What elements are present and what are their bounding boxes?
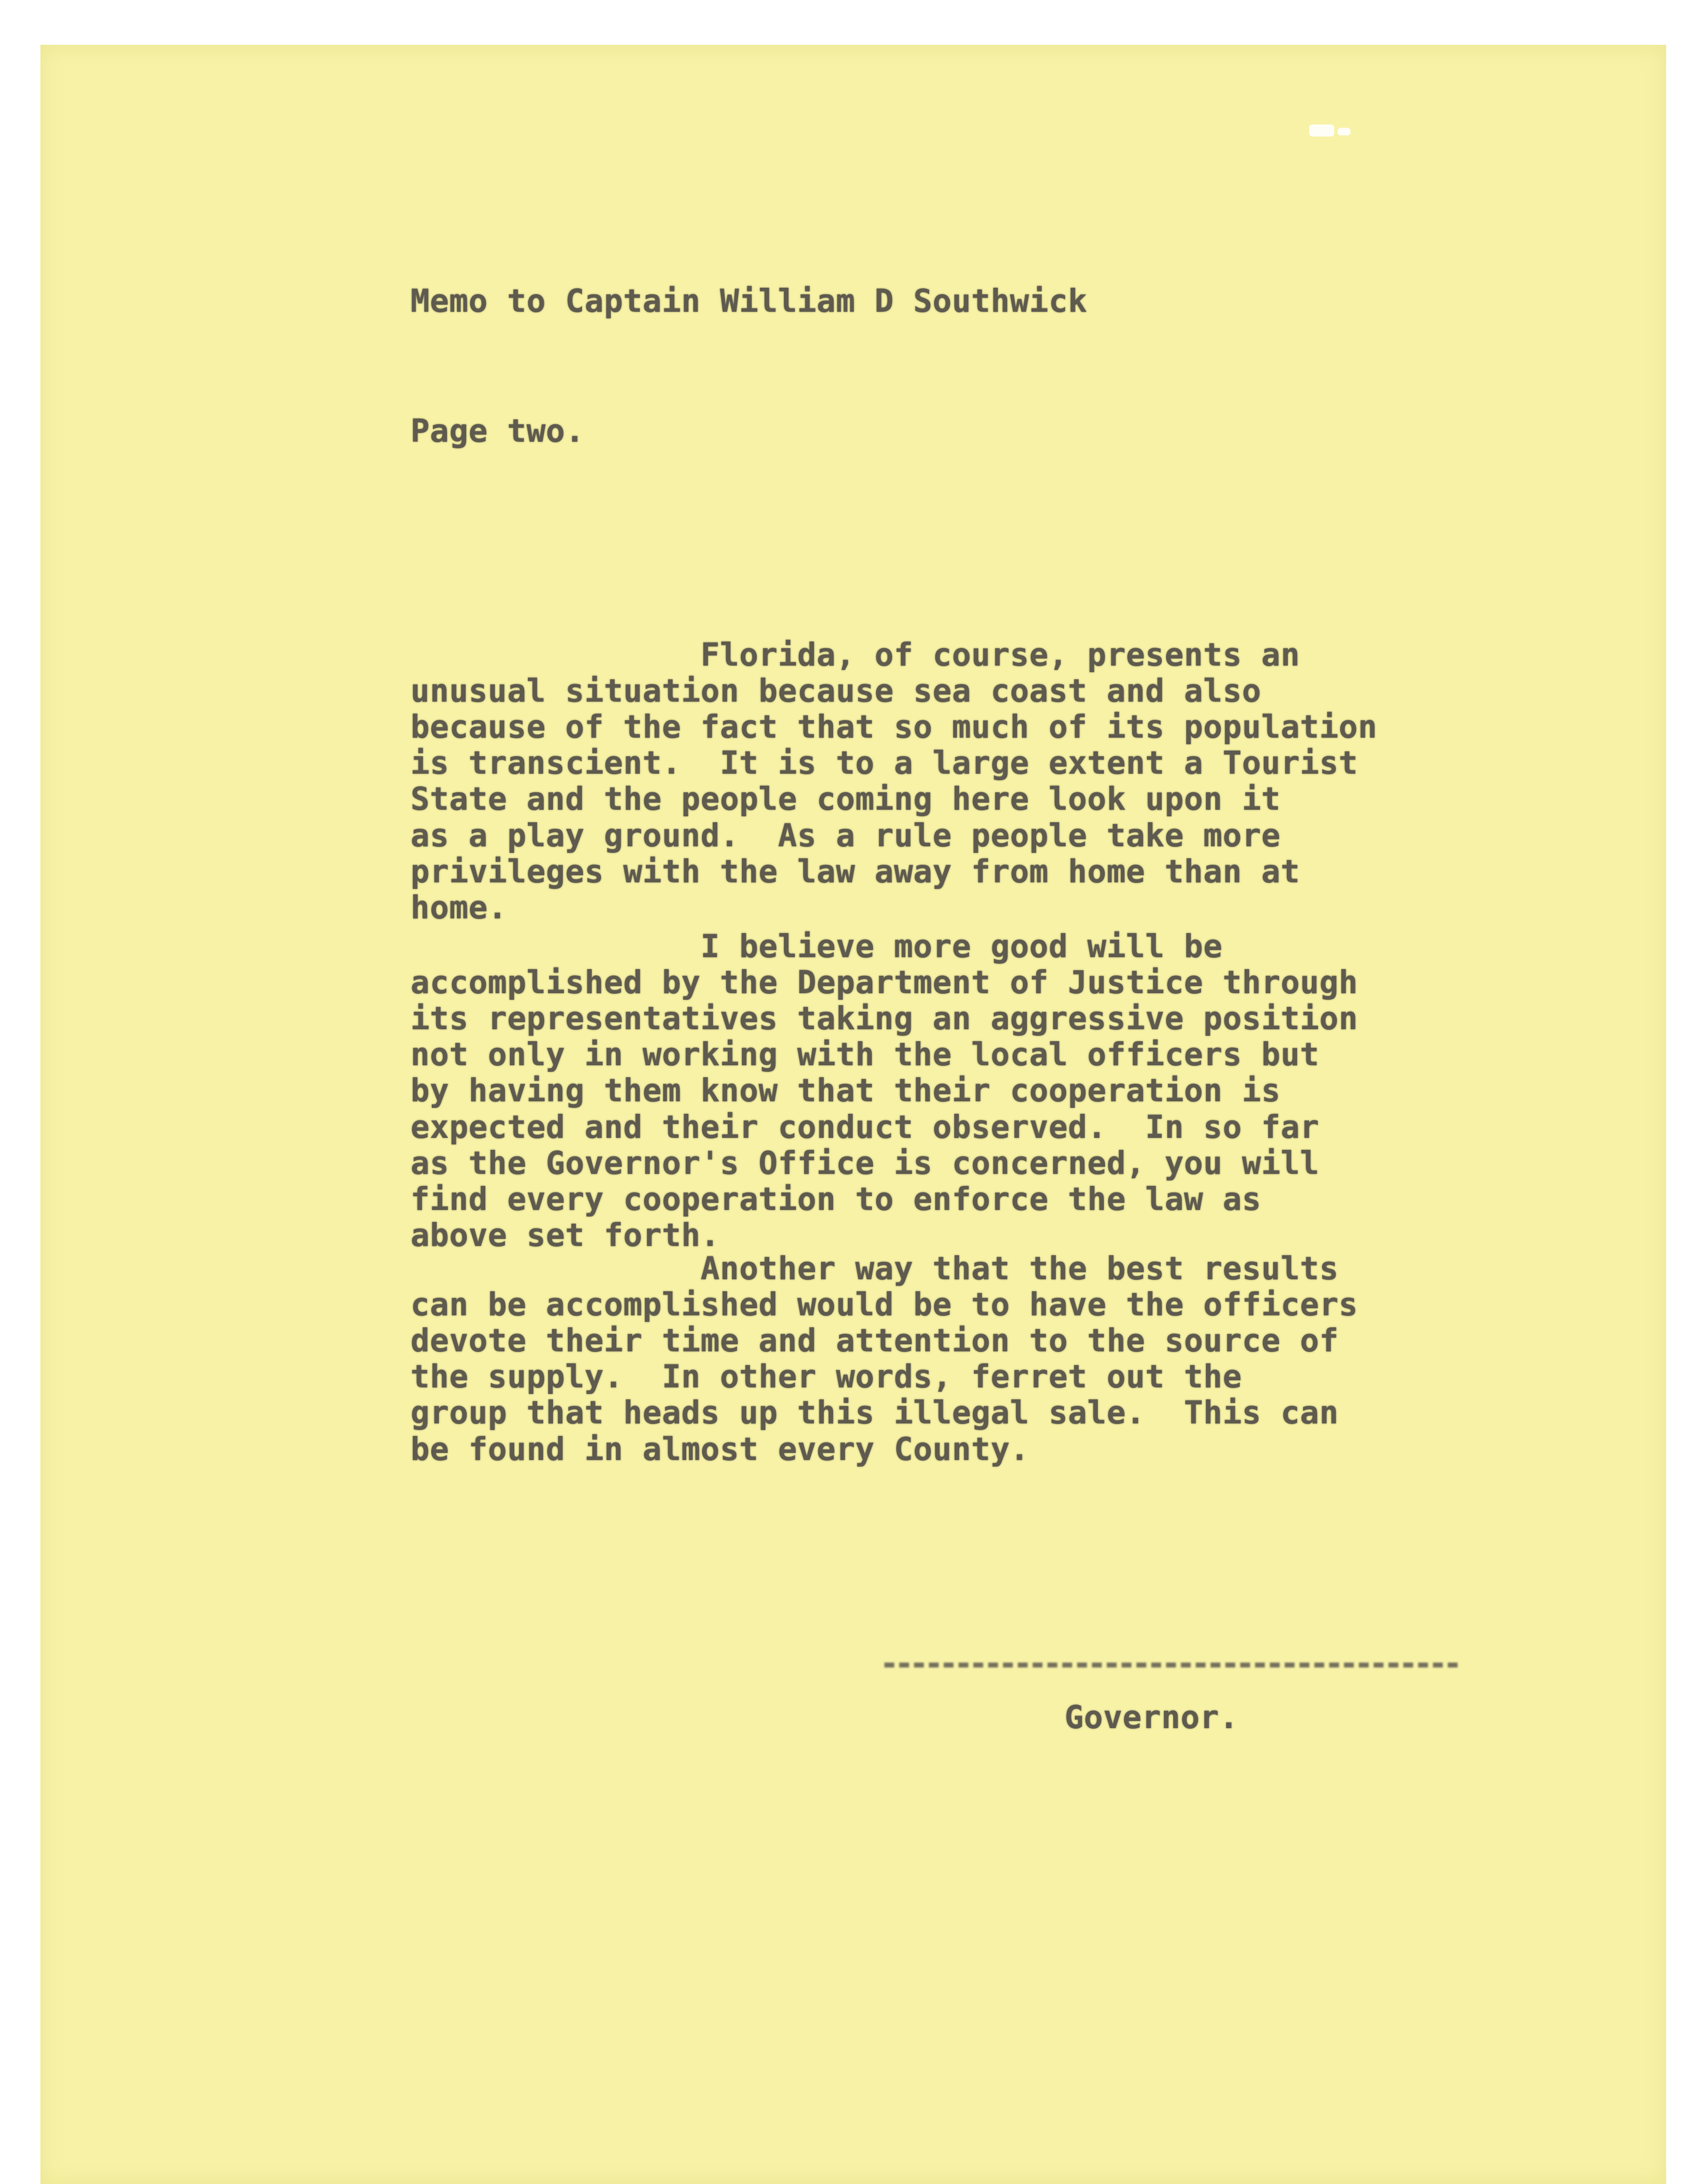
paragraph-line: group that heads up this illegal sale. This can bbox=[411, 1394, 1339, 1432]
paragraph-line: privileges with the law away from home than at bbox=[411, 852, 1300, 890]
paragraph-line: find every cooperation to enforce the law as bbox=[411, 1180, 1262, 1218]
paragraph-line: because of the fact that so much of its population bbox=[411, 708, 1377, 746]
paragraph-line: home. bbox=[411, 888, 508, 926]
paragraph-line: not only in working with the local officers but bbox=[411, 1036, 1319, 1073]
paragraph-line: devote their time and attention to the source of bbox=[411, 1322, 1339, 1360]
paragraph-line: accomplished by the Department of Justice through bbox=[411, 964, 1358, 1001]
paragraph bbox=[411, 1250, 1393, 1467]
paragraph-line: unusual situation because sea coast and also bbox=[411, 672, 1262, 710]
paragraph bbox=[411, 637, 1393, 925]
page-number: Page two. bbox=[411, 412, 585, 449]
paragraph-line: expected and their conduct observed. In so far bbox=[411, 1108, 1319, 1146]
paragraph-line: Florida, of course, presents an bbox=[411, 636, 1300, 673]
paper-damage-mark bbox=[1309, 124, 1334, 136]
paragraph-line: its representatives taking an aggressive position bbox=[411, 1000, 1358, 1037]
paragraph-line: Another way that the best results bbox=[411, 1250, 1339, 1287]
paragraph-line: as the Governor's Office is concerned, you will bbox=[411, 1144, 1319, 1182]
signature-line bbox=[884, 1663, 1458, 1667]
paragraph-line: by having them know that their cooperation is bbox=[411, 1072, 1281, 1109]
signature-label: Governor. bbox=[1065, 1699, 1239, 1736]
paragraph-line: be found in almost every County. bbox=[411, 1430, 1030, 1468]
paragraph bbox=[411, 928, 1393, 1253]
paragraph-line: above set forth. bbox=[411, 1216, 720, 1254]
memo-title: Memo to Captain William D Southwick bbox=[411, 282, 1087, 319]
paragraph-line: as a play ground. As a rule people take more bbox=[411, 816, 1281, 854]
paragraph-line: is transcient. It is to a large extent a Tourist bbox=[411, 744, 1358, 782]
paragraph-line: can be accomplished would be to have the officers bbox=[411, 1286, 1358, 1324]
paragraph-line: State and the people coming here look upon it bbox=[411, 780, 1281, 818]
paragraph-line: I believe more good will be bbox=[411, 928, 1223, 965]
paper-damage-mark bbox=[1338, 128, 1351, 135]
paragraph-line: the supply. In other words, ferret out the bbox=[411, 1358, 1243, 1396]
